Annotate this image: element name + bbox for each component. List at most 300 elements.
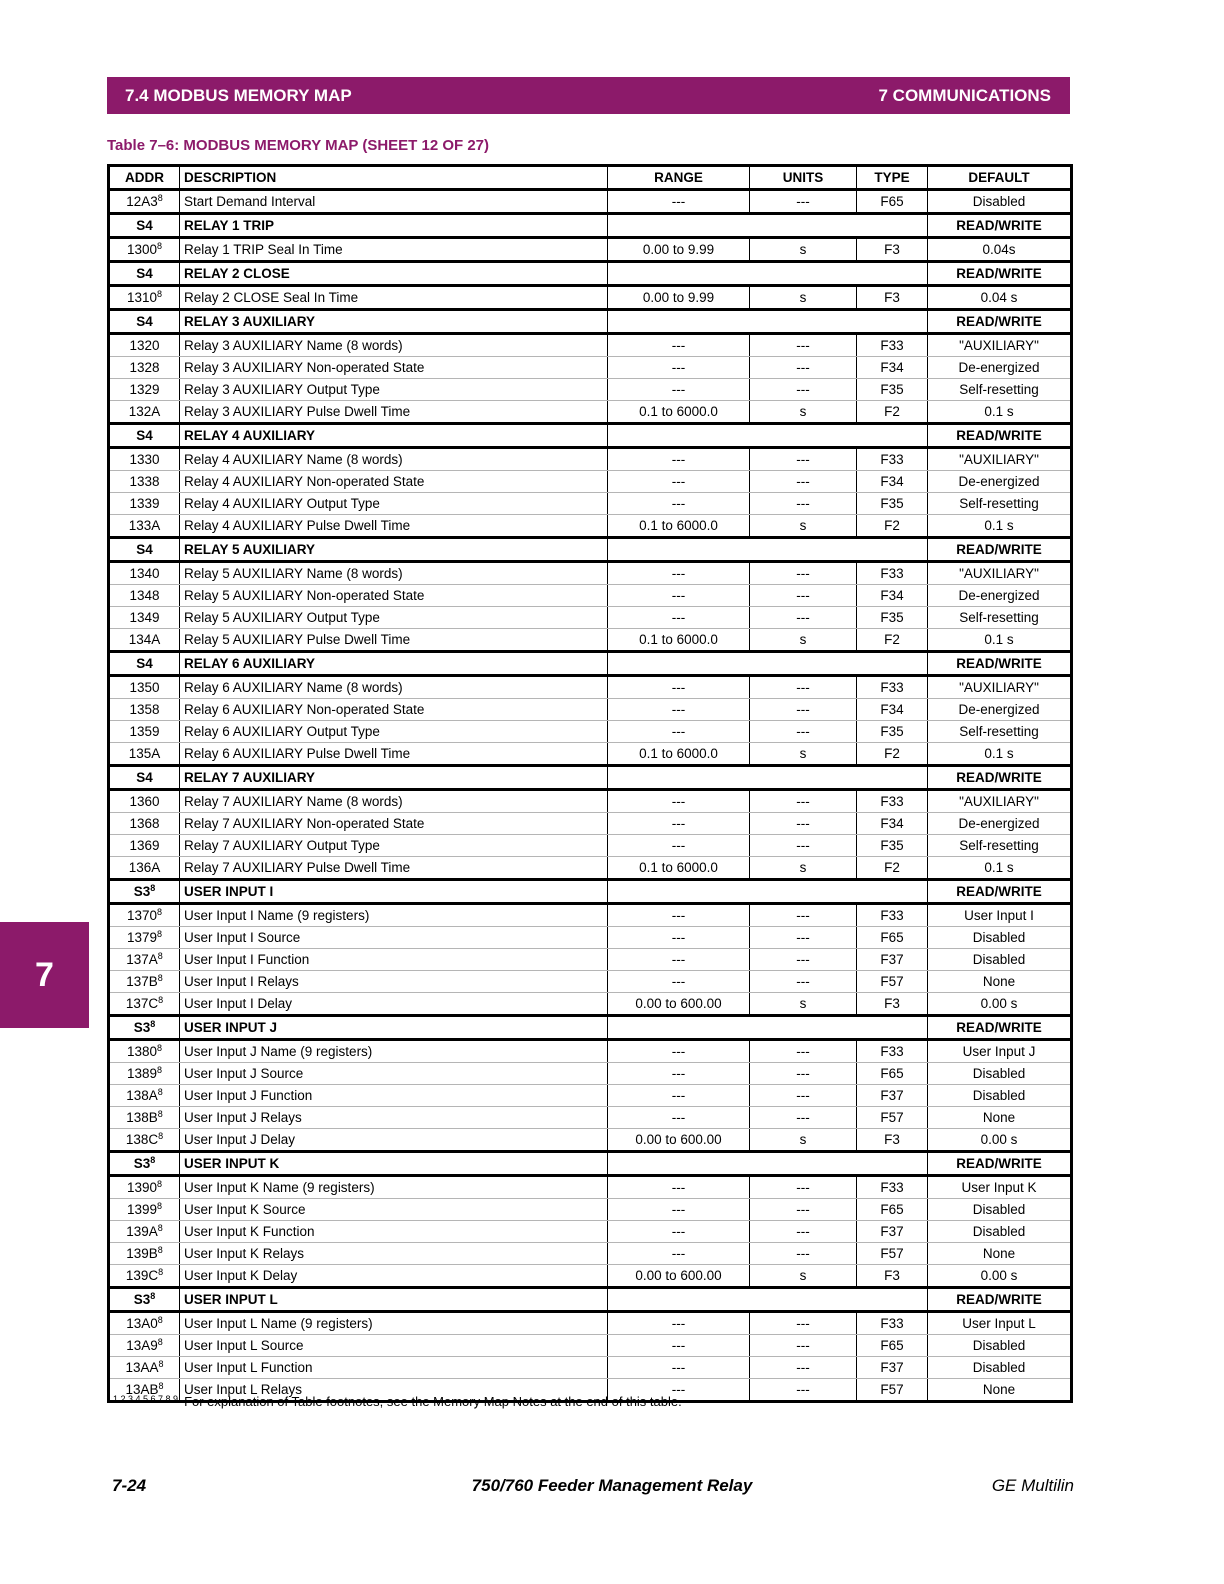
cell-default: "AUXILIARY" bbox=[928, 334, 1072, 357]
addr-value: 1348 bbox=[129, 588, 160, 603]
cell-range: --- bbox=[608, 699, 750, 721]
cell-access: READ/WRITE bbox=[928, 1152, 1072, 1176]
cell-empty bbox=[857, 310, 928, 334]
cell-addr bbox=[109, 971, 180, 993]
cell-type: F2 bbox=[857, 515, 928, 538]
cell-range: 0.00 to 600.00 bbox=[608, 1129, 750, 1152]
addr-value: S3 bbox=[133, 1292, 151, 1307]
addr-value: 1358 bbox=[129, 702, 160, 717]
cell-default: Disabled bbox=[928, 190, 1072, 214]
cell-default: "AUXILIARY" bbox=[928, 790, 1072, 813]
addr-value: S4 bbox=[136, 770, 153, 785]
addr-value: 137B bbox=[126, 974, 158, 989]
cell-description: Relay 6 AUXILIARY Non-operated State bbox=[180, 699, 608, 721]
table-row bbox=[109, 1063, 1072, 1085]
cell-default: Disabled bbox=[928, 1221, 1072, 1243]
cell-range: --- bbox=[608, 1243, 750, 1265]
cell-default: "AUXILIARY" bbox=[928, 562, 1072, 585]
addr-footnote-mark: 8 bbox=[158, 1131, 164, 1141]
cell-access: READ/WRITE bbox=[928, 538, 1072, 562]
cell-range: --- bbox=[608, 493, 750, 515]
cell-range: --- bbox=[608, 607, 750, 629]
addr-footnote-mark: 8 bbox=[157, 193, 163, 203]
addr-value: 134A bbox=[128, 632, 161, 647]
addr-footnote-mark: 8 bbox=[150, 1291, 156, 1301]
addr-footnote-mark: 8 bbox=[157, 1109, 163, 1119]
cell-units: s bbox=[750, 286, 857, 310]
cell-type: F35 bbox=[857, 379, 928, 401]
footnote-text: For explanation of Table footnotes, see the Memory Map Notes at the end of this table. bbox=[184, 1394, 682, 1409]
cell-range: --- bbox=[608, 904, 750, 927]
cell-type: F35 bbox=[857, 607, 928, 629]
addr-footnote-mark: 8 bbox=[157, 1043, 163, 1053]
addr-value: S4 bbox=[136, 314, 153, 329]
cell-access: READ/WRITE bbox=[928, 652, 1072, 676]
cell-section-title: RELAY 3 AUXILIARY bbox=[180, 310, 608, 334]
cell-type: F37 bbox=[857, 1357, 928, 1379]
addr-value: 1369 bbox=[129, 838, 160, 853]
cell-description: User Input J Delay bbox=[180, 1129, 608, 1152]
cell-range: --- bbox=[608, 471, 750, 493]
addr-footnote-mark: 8 bbox=[157, 289, 163, 299]
cell-addr bbox=[109, 927, 180, 949]
cell-addr bbox=[109, 471, 180, 493]
cell-section-title: USER INPUT K bbox=[180, 1152, 608, 1176]
cell-default: Self-resetting bbox=[928, 721, 1072, 743]
cell-range: --- bbox=[608, 448, 750, 471]
cell-default: "AUXILIARY" bbox=[928, 676, 1072, 699]
cell-description: User Input K Source bbox=[180, 1199, 608, 1221]
cell-type: F65 bbox=[857, 1335, 928, 1357]
cell-type: F33 bbox=[857, 562, 928, 585]
cell-section-title: RELAY 6 AUXILIARY bbox=[180, 652, 608, 676]
cell-access: READ/WRITE bbox=[928, 766, 1072, 790]
table-row bbox=[109, 1357, 1072, 1379]
cell-addr bbox=[109, 1016, 180, 1040]
cell-description: User Input I Function bbox=[180, 949, 608, 971]
cell-empty bbox=[857, 652, 928, 676]
cell-description: User Input J Function bbox=[180, 1085, 608, 1107]
cell-type: F57 bbox=[857, 971, 928, 993]
cell-empty bbox=[750, 652, 857, 676]
table-row bbox=[109, 1312, 1072, 1335]
section-row bbox=[109, 652, 1072, 676]
cell-description: Relay 2 CLOSE Seal In Time bbox=[180, 286, 608, 310]
cell-type: F33 bbox=[857, 1312, 928, 1335]
cell-empty bbox=[750, 1288, 857, 1312]
cell-description: User Input K Relays bbox=[180, 1243, 608, 1265]
table-row bbox=[109, 971, 1072, 993]
addr-value: 1399 bbox=[126, 1202, 158, 1217]
section-row bbox=[109, 310, 1072, 334]
cell-empty bbox=[750, 262, 857, 286]
cell-default: Self-resetting bbox=[928, 607, 1072, 629]
table-row bbox=[109, 515, 1072, 538]
cell-range: --- bbox=[608, 790, 750, 813]
addr-value: 12A3 bbox=[126, 194, 158, 209]
cell-type: F65 bbox=[857, 1199, 928, 1221]
cell-addr bbox=[109, 629, 180, 652]
cell-description: Relay 5 AUXILIARY Output Type bbox=[180, 607, 608, 629]
table-row bbox=[109, 1199, 1072, 1221]
cell-type: F2 bbox=[857, 743, 928, 766]
addr-value: S4 bbox=[136, 656, 153, 671]
cell-empty bbox=[608, 262, 750, 286]
cell-units: --- bbox=[750, 448, 857, 471]
cell-empty bbox=[750, 1152, 857, 1176]
cell-addr bbox=[109, 357, 180, 379]
addr-value: 1390 bbox=[126, 1180, 158, 1195]
cell-type: F34 bbox=[857, 471, 928, 493]
cell-empty bbox=[608, 538, 750, 562]
cell-default: "AUXILIARY" bbox=[928, 448, 1072, 471]
cell-access: READ/WRITE bbox=[928, 880, 1072, 904]
addr-value: 1368 bbox=[129, 816, 160, 831]
section-row bbox=[109, 538, 1072, 562]
section-title: 7.4 MODBUS MEMORY MAP bbox=[125, 85, 352, 105]
cell-range: --- bbox=[608, 949, 750, 971]
addr-footnote-mark: 8 bbox=[157, 951, 163, 961]
cell-description: User Input L Relays bbox=[180, 1379, 608, 1402]
addr-footnote-mark: 8 bbox=[150, 1019, 156, 1029]
cell-units: --- bbox=[750, 790, 857, 813]
cell-description: Relay 3 AUXILIARY Name (8 words) bbox=[180, 334, 608, 357]
cell-description: Relay 3 AUXILIARY Output Type bbox=[180, 379, 608, 401]
cell-addr bbox=[109, 1312, 180, 1335]
section-header-bar bbox=[107, 77, 1070, 114]
cell-access: READ/WRITE bbox=[928, 1016, 1072, 1040]
cell-empty bbox=[608, 214, 750, 238]
cell-empty bbox=[608, 1152, 750, 1176]
col-header-units: UNITS bbox=[750, 166, 857, 190]
addr-value: 139A bbox=[126, 1224, 158, 1239]
cell-description: Relay 6 AUXILIARY Pulse Dwell Time bbox=[180, 743, 608, 766]
cell-empty bbox=[750, 424, 857, 448]
addr-value: 139C bbox=[125, 1268, 159, 1283]
cell-addr bbox=[109, 585, 180, 607]
table-row bbox=[109, 401, 1072, 424]
cell-units: --- bbox=[750, 813, 857, 835]
cell-addr bbox=[109, 1335, 180, 1357]
table-row bbox=[109, 238, 1072, 262]
addr-value: 1389 bbox=[126, 1066, 158, 1081]
cell-units: --- bbox=[750, 1176, 857, 1199]
addr-value: 136A bbox=[128, 860, 161, 875]
cell-default: Disabled bbox=[928, 1063, 1072, 1085]
table-row bbox=[109, 1085, 1072, 1107]
cell-type: F3 bbox=[857, 238, 928, 262]
cell-default: De-energized bbox=[928, 699, 1072, 721]
cell-empty bbox=[608, 424, 750, 448]
cell-type: F57 bbox=[857, 1107, 928, 1129]
table-row bbox=[109, 1221, 1072, 1243]
cell-addr bbox=[109, 1243, 180, 1265]
table-row bbox=[109, 562, 1072, 585]
table-row bbox=[109, 1335, 1072, 1357]
cell-units: --- bbox=[750, 699, 857, 721]
cell-units: --- bbox=[750, 721, 857, 743]
cell-description: User Input J Name (9 registers) bbox=[180, 1040, 608, 1063]
cell-default: None bbox=[928, 971, 1072, 993]
cell-description: Relay 4 AUXILIARY Output Type bbox=[180, 493, 608, 515]
cell-description: Relay 5 AUXILIARY Name (8 words) bbox=[180, 562, 608, 585]
cell-addr bbox=[109, 880, 180, 904]
cell-description: User Input J Source bbox=[180, 1063, 608, 1085]
cell-addr bbox=[109, 743, 180, 766]
cell-type: F35 bbox=[857, 835, 928, 857]
table-body bbox=[109, 190, 1072, 1402]
cell-addr bbox=[109, 1221, 180, 1243]
section-row bbox=[109, 262, 1072, 286]
footer-page-number: 7-24 bbox=[112, 1476, 147, 1495]
table-row bbox=[109, 379, 1072, 401]
addr-value: 1360 bbox=[129, 794, 160, 809]
cell-range: --- bbox=[608, 1379, 750, 1402]
cell-addr bbox=[109, 949, 180, 971]
cell-type: F34 bbox=[857, 699, 928, 721]
cell-units: --- bbox=[750, 1199, 857, 1221]
cell-default: 0.1 s bbox=[928, 515, 1072, 538]
cell-description: User Input I Name (9 registers) bbox=[180, 904, 608, 927]
cell-range: --- bbox=[608, 1085, 750, 1107]
cell-default: Disabled bbox=[928, 1199, 1072, 1221]
cell-type: F33 bbox=[857, 904, 928, 927]
cell-section-title: RELAY 5 AUXILIARY bbox=[180, 538, 608, 562]
cell-range: 0.00 to 600.00 bbox=[608, 1265, 750, 1288]
footer-company: GE Multilin bbox=[991, 1476, 1074, 1495]
cell-range: --- bbox=[608, 1063, 750, 1085]
addr-footnote-mark: 8 bbox=[157, 907, 163, 917]
cell-empty bbox=[857, 262, 928, 286]
cell-range: --- bbox=[608, 1199, 750, 1221]
table-row bbox=[109, 585, 1072, 607]
addr-footnote-mark: 8 bbox=[157, 1337, 163, 1347]
addr-value: 138A bbox=[126, 1088, 158, 1103]
cell-description: Relay 5 AUXILIARY Non-operated State bbox=[180, 585, 608, 607]
cell-units: --- bbox=[750, 493, 857, 515]
cell-empty bbox=[608, 1016, 750, 1040]
cell-addr bbox=[109, 699, 180, 721]
cell-addr bbox=[109, 538, 180, 562]
table-row bbox=[109, 471, 1072, 493]
cell-type: F37 bbox=[857, 1221, 928, 1243]
cell-section-title: RELAY 2 CLOSE bbox=[180, 262, 608, 286]
cell-default: 0.00 s bbox=[928, 993, 1072, 1016]
table-row bbox=[109, 286, 1072, 310]
cell-default: None bbox=[928, 1243, 1072, 1265]
addr-footnote-mark: 8 bbox=[157, 1201, 163, 1211]
addr-footnote-mark: 8 bbox=[150, 1155, 156, 1165]
section-row bbox=[109, 1152, 1072, 1176]
cell-empty bbox=[608, 310, 750, 334]
cell-default: User Input J bbox=[928, 1040, 1072, 1063]
cell-default: 0.04 s bbox=[928, 286, 1072, 310]
cell-access: READ/WRITE bbox=[928, 424, 1072, 448]
cell-type: F57 bbox=[857, 1379, 928, 1402]
cell-range: --- bbox=[608, 1335, 750, 1357]
addr-value: 13AA bbox=[125, 1360, 159, 1375]
cell-empty bbox=[857, 766, 928, 790]
cell-units: --- bbox=[750, 835, 857, 857]
cell-type: F34 bbox=[857, 357, 928, 379]
cell-section-title: USER INPUT L bbox=[180, 1288, 608, 1312]
table-row bbox=[109, 699, 1072, 721]
cell-default: Disabled bbox=[928, 949, 1072, 971]
cell-range: 0.1 to 6000.0 bbox=[608, 743, 750, 766]
cell-type: F2 bbox=[857, 857, 928, 880]
cell-access: READ/WRITE bbox=[928, 262, 1072, 286]
cell-description: User Input L Name (9 registers) bbox=[180, 1312, 608, 1335]
cell-description: User Input J Relays bbox=[180, 1107, 608, 1129]
table-row bbox=[109, 334, 1072, 357]
cell-default: 0.1 s bbox=[928, 629, 1072, 652]
cell-addr bbox=[109, 857, 180, 880]
cell-addr bbox=[109, 262, 180, 286]
table-row bbox=[109, 629, 1072, 652]
cell-range: 0.1 to 6000.0 bbox=[608, 857, 750, 880]
cell-type: F35 bbox=[857, 493, 928, 515]
cell-type: F2 bbox=[857, 401, 928, 424]
cell-access: READ/WRITE bbox=[928, 1288, 1072, 1312]
cell-range: --- bbox=[608, 813, 750, 835]
cell-units: s bbox=[750, 1129, 857, 1152]
addr-value: 13AB bbox=[125, 1382, 159, 1397]
cell-empty bbox=[857, 214, 928, 238]
cell-range: --- bbox=[608, 379, 750, 401]
cell-addr bbox=[109, 286, 180, 310]
table-title: Table 7–6: MODBUS MEMORY MAP (SHEET 12 OF 27) bbox=[107, 137, 490, 154]
cell-units: --- bbox=[750, 1107, 857, 1129]
cell-units: --- bbox=[750, 562, 857, 585]
table-row bbox=[109, 190, 1072, 214]
cell-empty bbox=[750, 766, 857, 790]
cell-range: --- bbox=[608, 835, 750, 857]
cell-units: s bbox=[750, 857, 857, 880]
col-header-addr: ADDR bbox=[109, 166, 180, 190]
cell-description: User Input K Delay bbox=[180, 1265, 608, 1288]
cell-units: --- bbox=[750, 471, 857, 493]
cell-type: F37 bbox=[857, 1085, 928, 1107]
cell-units: s bbox=[750, 1265, 857, 1288]
cell-section-title: USER INPUT I bbox=[180, 880, 608, 904]
cell-type: F3 bbox=[857, 1265, 928, 1288]
table-row bbox=[109, 1129, 1072, 1152]
table-row bbox=[109, 993, 1072, 1016]
cell-range: 0.1 to 6000.0 bbox=[608, 629, 750, 652]
cell-units: --- bbox=[750, 1335, 857, 1357]
cell-units: --- bbox=[750, 334, 857, 357]
cell-units: s bbox=[750, 515, 857, 538]
cell-default: 0.1 s bbox=[928, 743, 1072, 766]
cell-addr bbox=[109, 1107, 180, 1129]
cell-addr bbox=[109, 813, 180, 835]
cell-range: --- bbox=[608, 585, 750, 607]
cell-addr bbox=[109, 310, 180, 334]
cell-units: --- bbox=[750, 1221, 857, 1243]
cell-description: Relay 7 AUXILIARY Non-operated State bbox=[180, 813, 608, 835]
cell-default: User Input L bbox=[928, 1312, 1072, 1335]
cell-addr bbox=[109, 562, 180, 585]
cell-units: --- bbox=[750, 1379, 857, 1402]
addr-value: 13A0 bbox=[126, 1316, 158, 1331]
cell-description: Relay 6 AUXILIARY Name (8 words) bbox=[180, 676, 608, 699]
addr-value: 139B bbox=[126, 1246, 158, 1261]
cell-addr bbox=[109, 993, 180, 1016]
cell-type: F33 bbox=[857, 448, 928, 471]
cell-type: F33 bbox=[857, 1176, 928, 1199]
section-row bbox=[109, 1016, 1072, 1040]
cell-addr bbox=[109, 607, 180, 629]
cell-empty bbox=[750, 538, 857, 562]
addr-footnote-mark: 8 bbox=[157, 1087, 163, 1097]
cell-units: --- bbox=[750, 1357, 857, 1379]
cell-default: De-energized bbox=[928, 813, 1072, 835]
cell-access: READ/WRITE bbox=[928, 214, 1072, 238]
cell-units: s bbox=[750, 401, 857, 424]
cell-range: --- bbox=[608, 1312, 750, 1335]
cell-default: De-energized bbox=[928, 585, 1072, 607]
cell-empty bbox=[608, 766, 750, 790]
addr-footnote-mark: 8 bbox=[157, 1223, 163, 1233]
cell-default: None bbox=[928, 1379, 1072, 1402]
cell-description: Relay 6 AUXILIARY Output Type bbox=[180, 721, 608, 743]
cell-units: s bbox=[750, 743, 857, 766]
addr-footnote-mark: 8 bbox=[150, 883, 156, 893]
cell-addr bbox=[109, 1152, 180, 1176]
table-row bbox=[109, 1243, 1072, 1265]
table-footnote bbox=[113, 1394, 682, 1409]
addr-value: 138B bbox=[126, 1110, 158, 1125]
table-row bbox=[109, 607, 1072, 629]
cell-range: --- bbox=[608, 927, 750, 949]
cell-addr bbox=[109, 214, 180, 238]
section-row bbox=[109, 880, 1072, 904]
cell-addr bbox=[109, 766, 180, 790]
addr-footnote-mark: 8 bbox=[158, 1359, 164, 1369]
addr-footnote-mark: 8 bbox=[157, 1315, 163, 1325]
cell-description: Relay 7 AUXILIARY Pulse Dwell Time bbox=[180, 857, 608, 880]
addr-value: 1339 bbox=[129, 496, 160, 511]
cell-addr bbox=[109, 790, 180, 813]
cell-range: --- bbox=[608, 1221, 750, 1243]
cell-empty bbox=[750, 310, 857, 334]
cell-units: --- bbox=[750, 904, 857, 927]
cell-access: READ/WRITE bbox=[928, 310, 1072, 334]
cell-addr bbox=[109, 238, 180, 262]
table-row bbox=[109, 904, 1072, 927]
cell-range: --- bbox=[608, 1357, 750, 1379]
cell-addr bbox=[109, 1357, 180, 1379]
table-row bbox=[109, 743, 1072, 766]
cell-section-title: RELAY 4 AUXILIARY bbox=[180, 424, 608, 448]
addr-value: 1310 bbox=[126, 290, 158, 305]
cell-empty bbox=[857, 880, 928, 904]
cell-default: Disabled bbox=[928, 1085, 1072, 1107]
cell-description: User Input K Function bbox=[180, 1221, 608, 1243]
cell-type: F3 bbox=[857, 993, 928, 1016]
addr-footnote-mark: 8 bbox=[157, 1179, 163, 1189]
cell-section-title: RELAY 1 TRIP bbox=[180, 214, 608, 238]
cell-units: --- bbox=[750, 949, 857, 971]
cell-empty bbox=[608, 652, 750, 676]
cell-units: --- bbox=[750, 1085, 857, 1107]
section-row bbox=[109, 424, 1072, 448]
cell-description: User Input I Delay bbox=[180, 993, 608, 1016]
addr-value: S4 bbox=[136, 542, 153, 557]
addr-value: S4 bbox=[136, 266, 153, 281]
cell-units: --- bbox=[750, 1063, 857, 1085]
table-row bbox=[109, 1040, 1072, 1063]
